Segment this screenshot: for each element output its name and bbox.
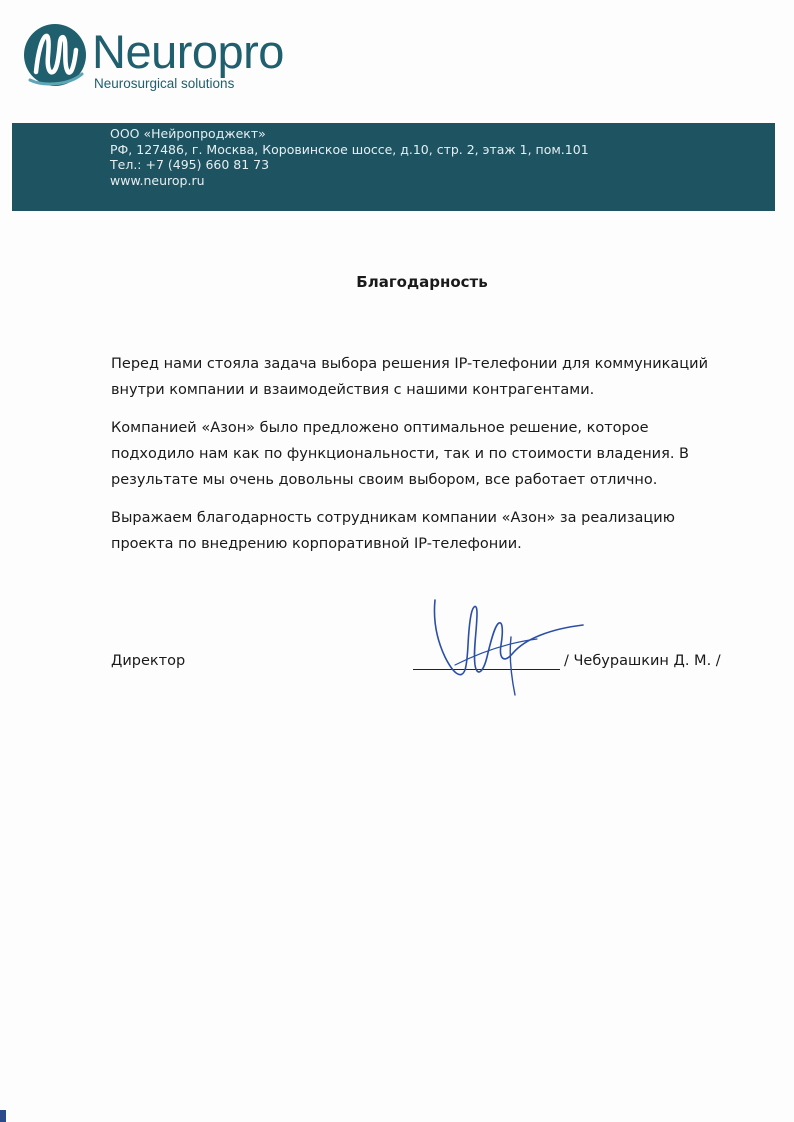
- paragraph-line: подходило нам как по функциональности, так и по стоимости владения. В: [111, 446, 689, 462]
- signer-position: Директор: [111, 653, 186, 669]
- company-phone: Тел.: +7 (495) 660 81 73: [110, 157, 270, 172]
- paragraph-line: Выражаем благодарность сотрудникам компании «Азон» за реализацию: [111, 510, 675, 526]
- handwritten-signature: [425, 595, 590, 700]
- paragraph-1: [111, 351, 751, 403]
- paragraph-3: [111, 505, 751, 557]
- paragraph-2: [111, 415, 751, 493]
- signer-name: / Чебурашкин Д. М. /: [564, 653, 721, 669]
- company-name: ООО «Нейропроджект»: [110, 126, 266, 141]
- company-logo: [22, 22, 352, 92]
- company-address: РФ, 127486, г. Москва, Коровинское шоссе, д.10, стр. 2, этаж 1, пом.101: [110, 141, 589, 157]
- document-title: Благодарность: [356, 273, 488, 291]
- logo-tagline: Neurosurgical solutions: [94, 76, 235, 91]
- scan-edge-mark: [0, 1110, 6, 1122]
- letterhead-band: [12, 123, 775, 211]
- company-website: www.neurop.ru: [110, 172, 205, 188]
- company-details: [110, 126, 589, 188]
- paragraph-line: проекта по внедрению корпоративной IP-телефонии.: [111, 536, 522, 552]
- neuropro-logo-icon: [22, 22, 88, 88]
- paragraph-line: результате мы очень довольны своим выбором, все работает отлично.: [111, 472, 658, 488]
- paragraph-line: внутри компании и взаимодействия с нашими контрагентами.: [111, 382, 595, 398]
- paragraph-line: Компанией «Азон» было предложено оптимальное решение, которое: [111, 420, 649, 436]
- paragraph-line: Перед нами стояла задача выбора решения IP-телефонии для коммуникаций: [111, 356, 708, 372]
- letter-body: [111, 351, 751, 569]
- logo-wordmark: Neuropro: [92, 25, 284, 78]
